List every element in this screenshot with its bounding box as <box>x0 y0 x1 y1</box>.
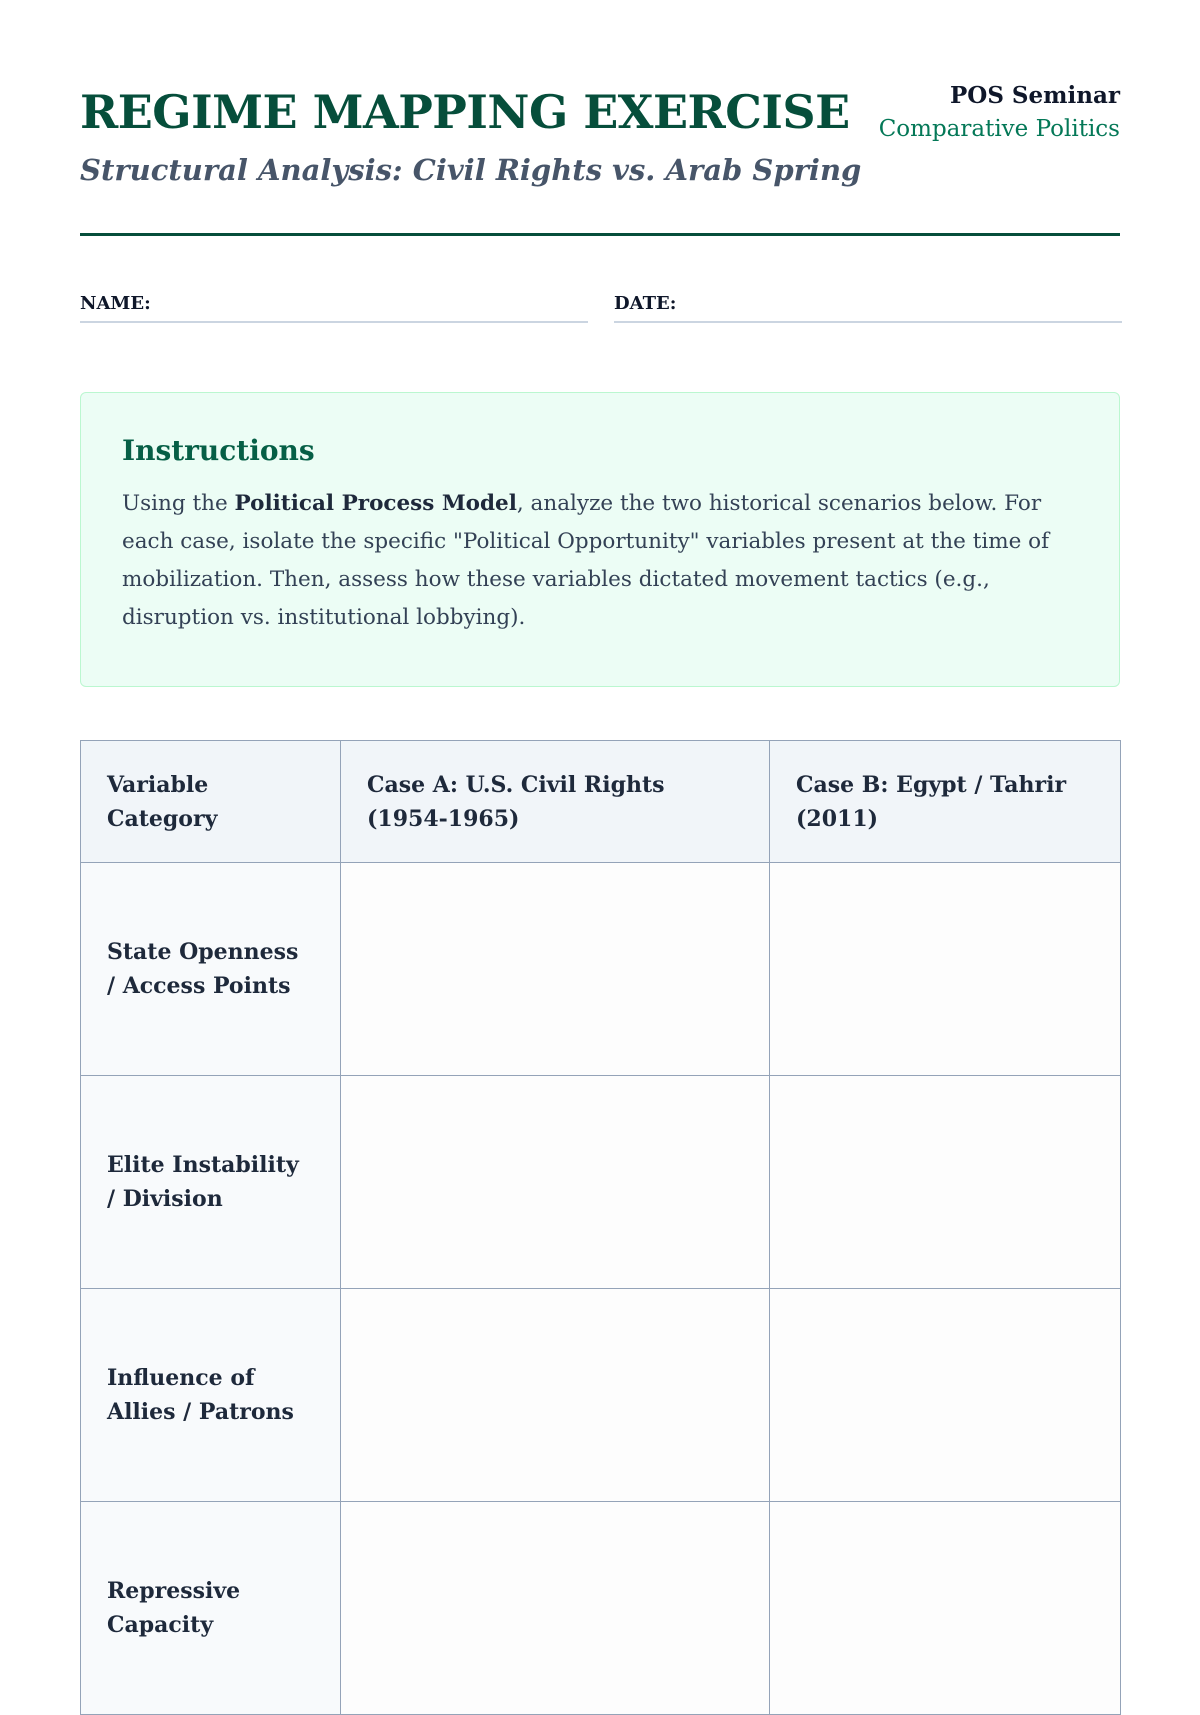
worksheet-header <box>80 0 1120 236</box>
course-info <box>879 80 1120 146</box>
course-subject: Comparative Politics <box>878 116 1120 142</box>
table-row <box>81 1076 1121 1289</box>
row-category-label: Influence of Allies / Patrons <box>81 1289 341 1502</box>
case-a-answer-cell[interactable] <box>341 1076 770 1289</box>
mapping-table <box>80 740 1121 1715</box>
case-a-answer-cell[interactable] <box>341 1289 770 1502</box>
date-label: DATE: <box>614 293 677 314</box>
case-b-answer-cell[interactable] <box>770 1502 1121 1715</box>
row-category-label: Repressive Capacity <box>81 1502 341 1715</box>
table-header-row <box>81 741 1121 863</box>
instructions-text <box>122 485 1079 637</box>
row-category-label: Elite Instability / Division <box>81 1076 341 1289</box>
instructions-model-name: Political Process Model <box>234 491 517 516</box>
name-label: NAME: <box>80 293 151 314</box>
page-title: REGIME MAPPING EXERCISE <box>80 85 850 139</box>
mapping-table-wrap <box>80 740 1120 1715</box>
case-b-answer-cell[interactable] <box>770 1076 1121 1289</box>
instructions-heading: Instructions <box>122 434 315 467</box>
row-category-label: State Openness / Access Points <box>81 863 341 1076</box>
instructions-text-after: , analyze the two historical scenarios below. For each case, isolate the specific "Political Opportunity" variables present at the time of mobilization. Then, assess how these variables dictated movement tactics (e.g., disruption vs. institutional lobbying). <box>122 491 1050 630</box>
date-field[interactable] <box>614 292 1122 323</box>
header-case-a: Case A: U.S. Civil Rights (1954-1965) <box>341 741 770 863</box>
header-variable-category: Variable Category <box>81 741 341 863</box>
table-row <box>81 863 1121 1076</box>
course-name: POS Seminar <box>949 82 1120 109</box>
instructions-text-before: Using the <box>122 491 235 516</box>
case-b-answer-cell[interactable] <box>770 1289 1121 1502</box>
case-a-answer-cell[interactable] <box>341 863 770 1076</box>
table-row <box>81 1289 1121 1502</box>
instructions-box <box>80 392 1120 687</box>
case-a-answer-cell[interactable] <box>341 1502 770 1715</box>
table-row <box>81 1502 1121 1715</box>
case-b-answer-cell[interactable] <box>770 863 1121 1076</box>
student-fields <box>80 236 1120 326</box>
page-subtitle: Structural Analysis: Civil Rights vs. Arab Spring <box>80 153 862 187</box>
name-field[interactable] <box>80 292 588 323</box>
header-case-b: Case B: Egypt / Tahrir (2011) <box>770 741 1121 863</box>
